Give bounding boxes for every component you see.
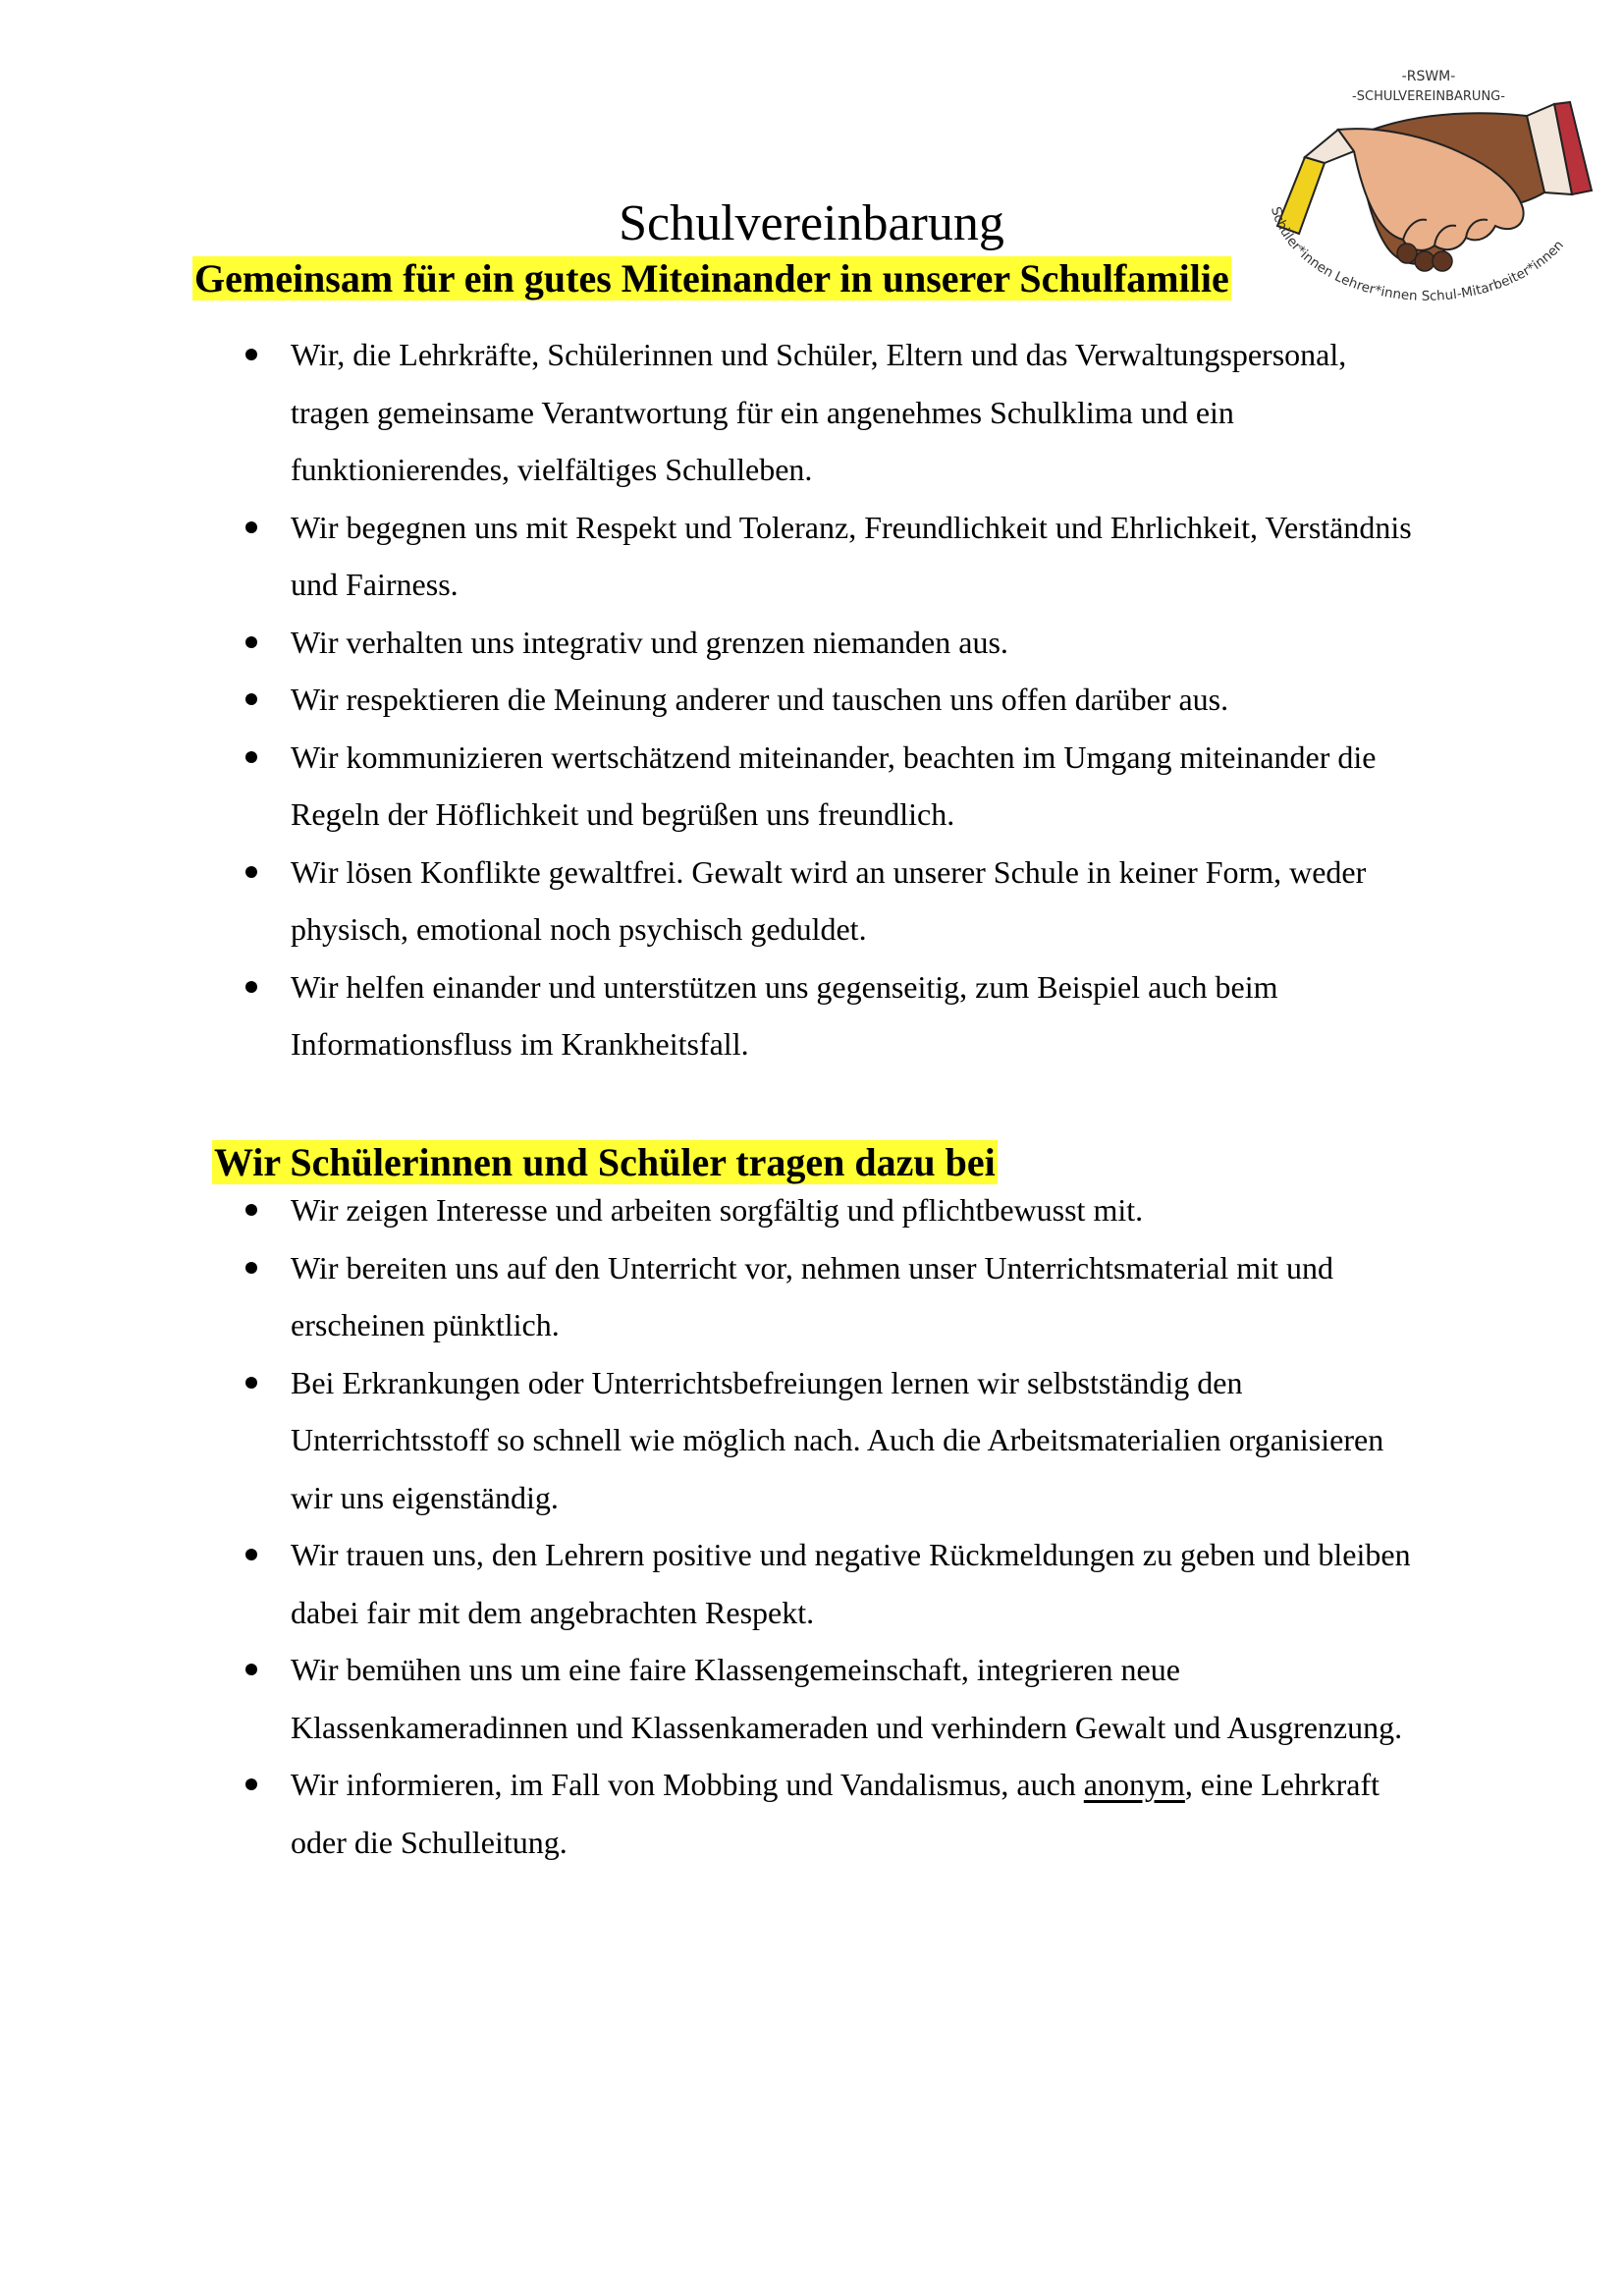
- list-item-text-start: Wir informieren, im Fall von Mobbing und Vandalismus, auch: [291, 1767, 1084, 1802]
- list-item: [0, 326, 1623, 499]
- list-item: [0, 1756, 1623, 1871]
- list-item-text: Wir respektieren die Meinung anderer und tauschen uns offen darüber aus.: [291, 682, 1229, 717]
- bullet-icon: [245, 1377, 257, 1389]
- list-item-text: Wir kommunizieren wertschätzend miteinander, beachten im Umgang miteinander die Regeln der Höflichkeit und begrüßen uns freundlich.: [291, 738, 1377, 832]
- bullet-icon: [245, 636, 257, 648]
- list-item: [0, 1354, 1623, 1527]
- list-item: [0, 844, 1623, 958]
- section-heading-community: [192, 253, 1231, 304]
- list-item-text: Wir zeigen Interesse und arbeiten sorgfältig und pflichtbewusst mit.: [291, 1192, 1144, 1228]
- list-item-text: Wir, die Lehrkräfte, Schülerinnen und Schüler, Eltern und das Verwaltungspersonal, tragen gemeinsame Verantwortung für ein angenehmes Schulklima und ein funktionierendes, vielfältiges Schulleben.: [291, 337, 1347, 487]
- list-item: [0, 614, 1623, 672]
- bullet-icon: [245, 1262, 257, 1274]
- section-heading-text: Wir Schülerinnen und Schüler tragen dazu bei: [214, 1140, 996, 1184]
- list-item: [0, 1641, 1623, 1756]
- logo-sub-text: -SCHULVEREINBARUNG-: [1352, 89, 1505, 104]
- list-item: [0, 1526, 1623, 1641]
- list-item: [0, 499, 1623, 614]
- list-item-text: Wir verhalten uns integrativ und grenzen niemanden aus.: [291, 624, 1008, 660]
- list-item-text: [291, 1756, 1427, 1871]
- section-heading-text: Gemeinsam für ein gutes Miteinander in unserer Schulfamilie: [194, 256, 1229, 301]
- bullet-icon: [245, 1204, 257, 1216]
- list-item: [0, 958, 1623, 1073]
- bullet-icon: [245, 1549, 257, 1560]
- student-rules-list: [0, 1181, 1623, 1871]
- bullet-icon: [245, 981, 257, 993]
- list-item-text: Bei Erkrankungen oder Unterrichtsbefreiungen lernen wir selbstständig den Unterrichtsstoff so schnell wie möglich nach. Auch die Arbeitsmaterialien organisieren wir uns eigenständig.: [291, 1364, 1384, 1515]
- list-item-text: Wir begegnen uns mit Respekt und Toleranz, Freundlichkeit und Ehrlichkeit, Verständnis und Fairness.: [291, 509, 1412, 602]
- underlined-word: anonym: [1083, 1767, 1185, 1802]
- list-item-text: Wir helfen einander und unterstützen uns gegenseitig, zum Beispiel auch beim Informationsfluss im Krankheitsfall.: [291, 968, 1278, 1062]
- bullet-icon: [245, 866, 257, 878]
- logo-ring-textpath: Schüler*innen Lehrer*innen Schul-Mitarbeiter*innen: [1268, 204, 1567, 304]
- community-rules-list: [0, 326, 1623, 1073]
- bullet-icon: [245, 1664, 257, 1675]
- list-item-text: Wir lösen Konflikte gewaltfrei. Gewalt wird an unserer Schule in keiner Form, weder physisch, emotional noch psychisch geduldet.: [291, 853, 1367, 947]
- document-title: Schulvereinbarung: [619, 195, 1004, 251]
- list-item: [0, 1239, 1623, 1354]
- list-item-text: Wir bereiten uns auf den Unterricht vor, nehmen unser Unterrichtsmaterial mit und erscheinen pünktlich.: [291, 1249, 1333, 1342]
- bullet-icon: [245, 1778, 257, 1790]
- list-item-text: Wir bemühen uns um eine faire Klassengemeinschaft, integrieren neue Klassenkameradinnen und Klassenkameraden und verhindern Gewalt und Ausgrenzung.: [291, 1652, 1403, 1745]
- logo-top-text: -RSWM-: [1401, 69, 1456, 84]
- bullet-icon: [245, 521, 257, 533]
- bullet-icon: [245, 349, 257, 360]
- bullet-icon: [245, 693, 257, 705]
- list-item: [0, 671, 1623, 729]
- list-item-text: Wir trauen uns, den Lehrern positive und negative Rückmeldungen zu geben und bleiben dabei fair mit dem angebrachten Respekt.: [291, 1537, 1411, 1630]
- list-item: [0, 729, 1623, 844]
- list-item: [0, 1181, 1623, 1239]
- bullet-icon: [245, 751, 257, 763]
- list-item-text-end: , eine Lehrkraft oder die Schulleitung.: [291, 1767, 1380, 1860]
